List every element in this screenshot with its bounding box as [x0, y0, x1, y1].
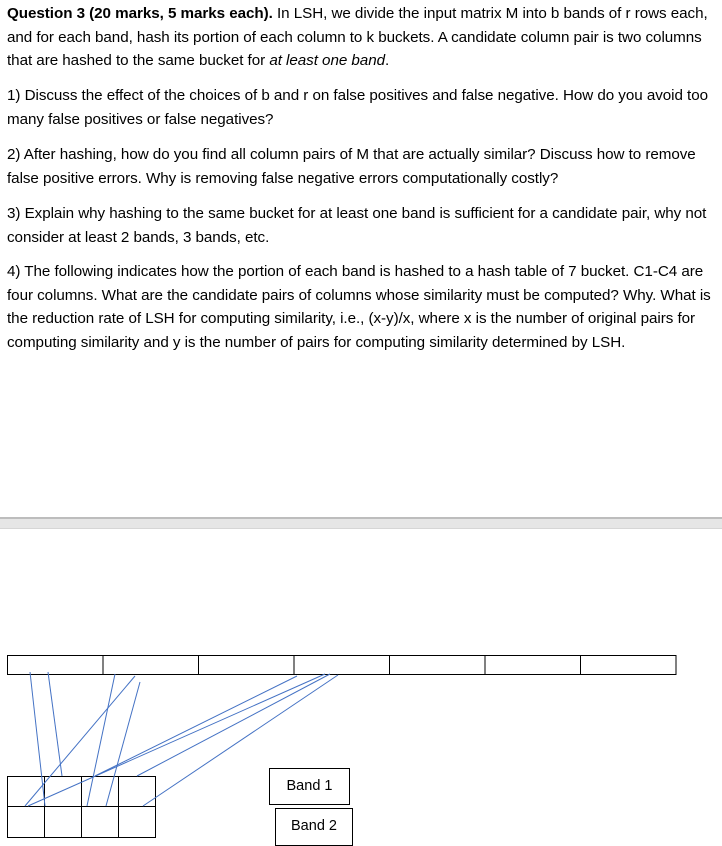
mapping-line — [106, 682, 140, 806]
band1-cell-c4 — [119, 777, 156, 807]
question-part-2: 2) After hashing, how do you find all column pairs of M that are actually similar? Discuss how to remove false positive errors. Why is removing false negative errors computationally costly? — [7, 146, 696, 187]
band2-cell-c1 — [8, 807, 45, 838]
band2-cell-c2 — [45, 807, 82, 838]
question-intro — [7, 2, 717, 73]
mapping-line — [137, 674, 330, 776]
question-heading: Question 3 (20 marks, 5 marks each). — [7, 5, 273, 22]
mapping-line — [87, 674, 115, 806]
question-part-3: 3) Explain why hashing to the same bucket for at least one band is sufficient for a candidate pair, why not consider at least 2 bands, 3 bands, etc. — [7, 205, 707, 246]
question-intro-text: In LSH, we divide the input matrix M into b bands of r rows each, and for each band, hash its portion of each column to k buckets. A candidate column pair is two columns that are hashed to the same bucket for — [7, 5, 708, 69]
question-intro-emphasis: at least one band — [269, 52, 385, 69]
band-2-label: Band 2 — [275, 808, 353, 846]
question-part-1: 1) Discuss the effect of the choices of b and r on false positives and false negative. How do you avoid too many false positives or false negatives? — [7, 87, 709, 128]
page-break — [0, 517, 722, 529]
mapping-line — [95, 676, 297, 776]
hash-bucket-4 — [294, 656, 390, 675]
hash-table — [8, 656, 677, 675]
question-part-4: 4) The following indicates how the portion of each band is hashed to a hash table of 7 bucket. C1-C4 are four columns. What are the candidate pairs of columns whose similarity must be computed? Why. What is the reduction rate of LSH for computing similarity, i.e., (x-y)/x, where x is the number of original pairs for computing similarity and y is the number of pairs for computing similarity determined by LSH. — [7, 263, 711, 351]
lsh-hash-diagram — [0, 640, 722, 844]
hash-bucket-3 — [199, 656, 295, 675]
hash-bucket-7 — [581, 656, 677, 675]
hash-bucket-2 — [103, 656, 199, 675]
hash-bucket-1 — [8, 656, 104, 675]
question-intro-end: . — [385, 52, 390, 69]
band2-cell-c4 — [119, 807, 156, 838]
band1-cell-c1 — [8, 777, 45, 807]
hash-bucket-5 — [390, 656, 486, 675]
band-matrix — [8, 777, 156, 838]
hash-bucket-6 — [485, 656, 581, 675]
band2-cell-c3 — [82, 807, 119, 838]
mapping-line — [48, 672, 62, 776]
band1-cell-c2 — [45, 777, 82, 807]
band-1-label: Band 1 — [269, 768, 350, 805]
mapping-line — [30, 672, 45, 806]
